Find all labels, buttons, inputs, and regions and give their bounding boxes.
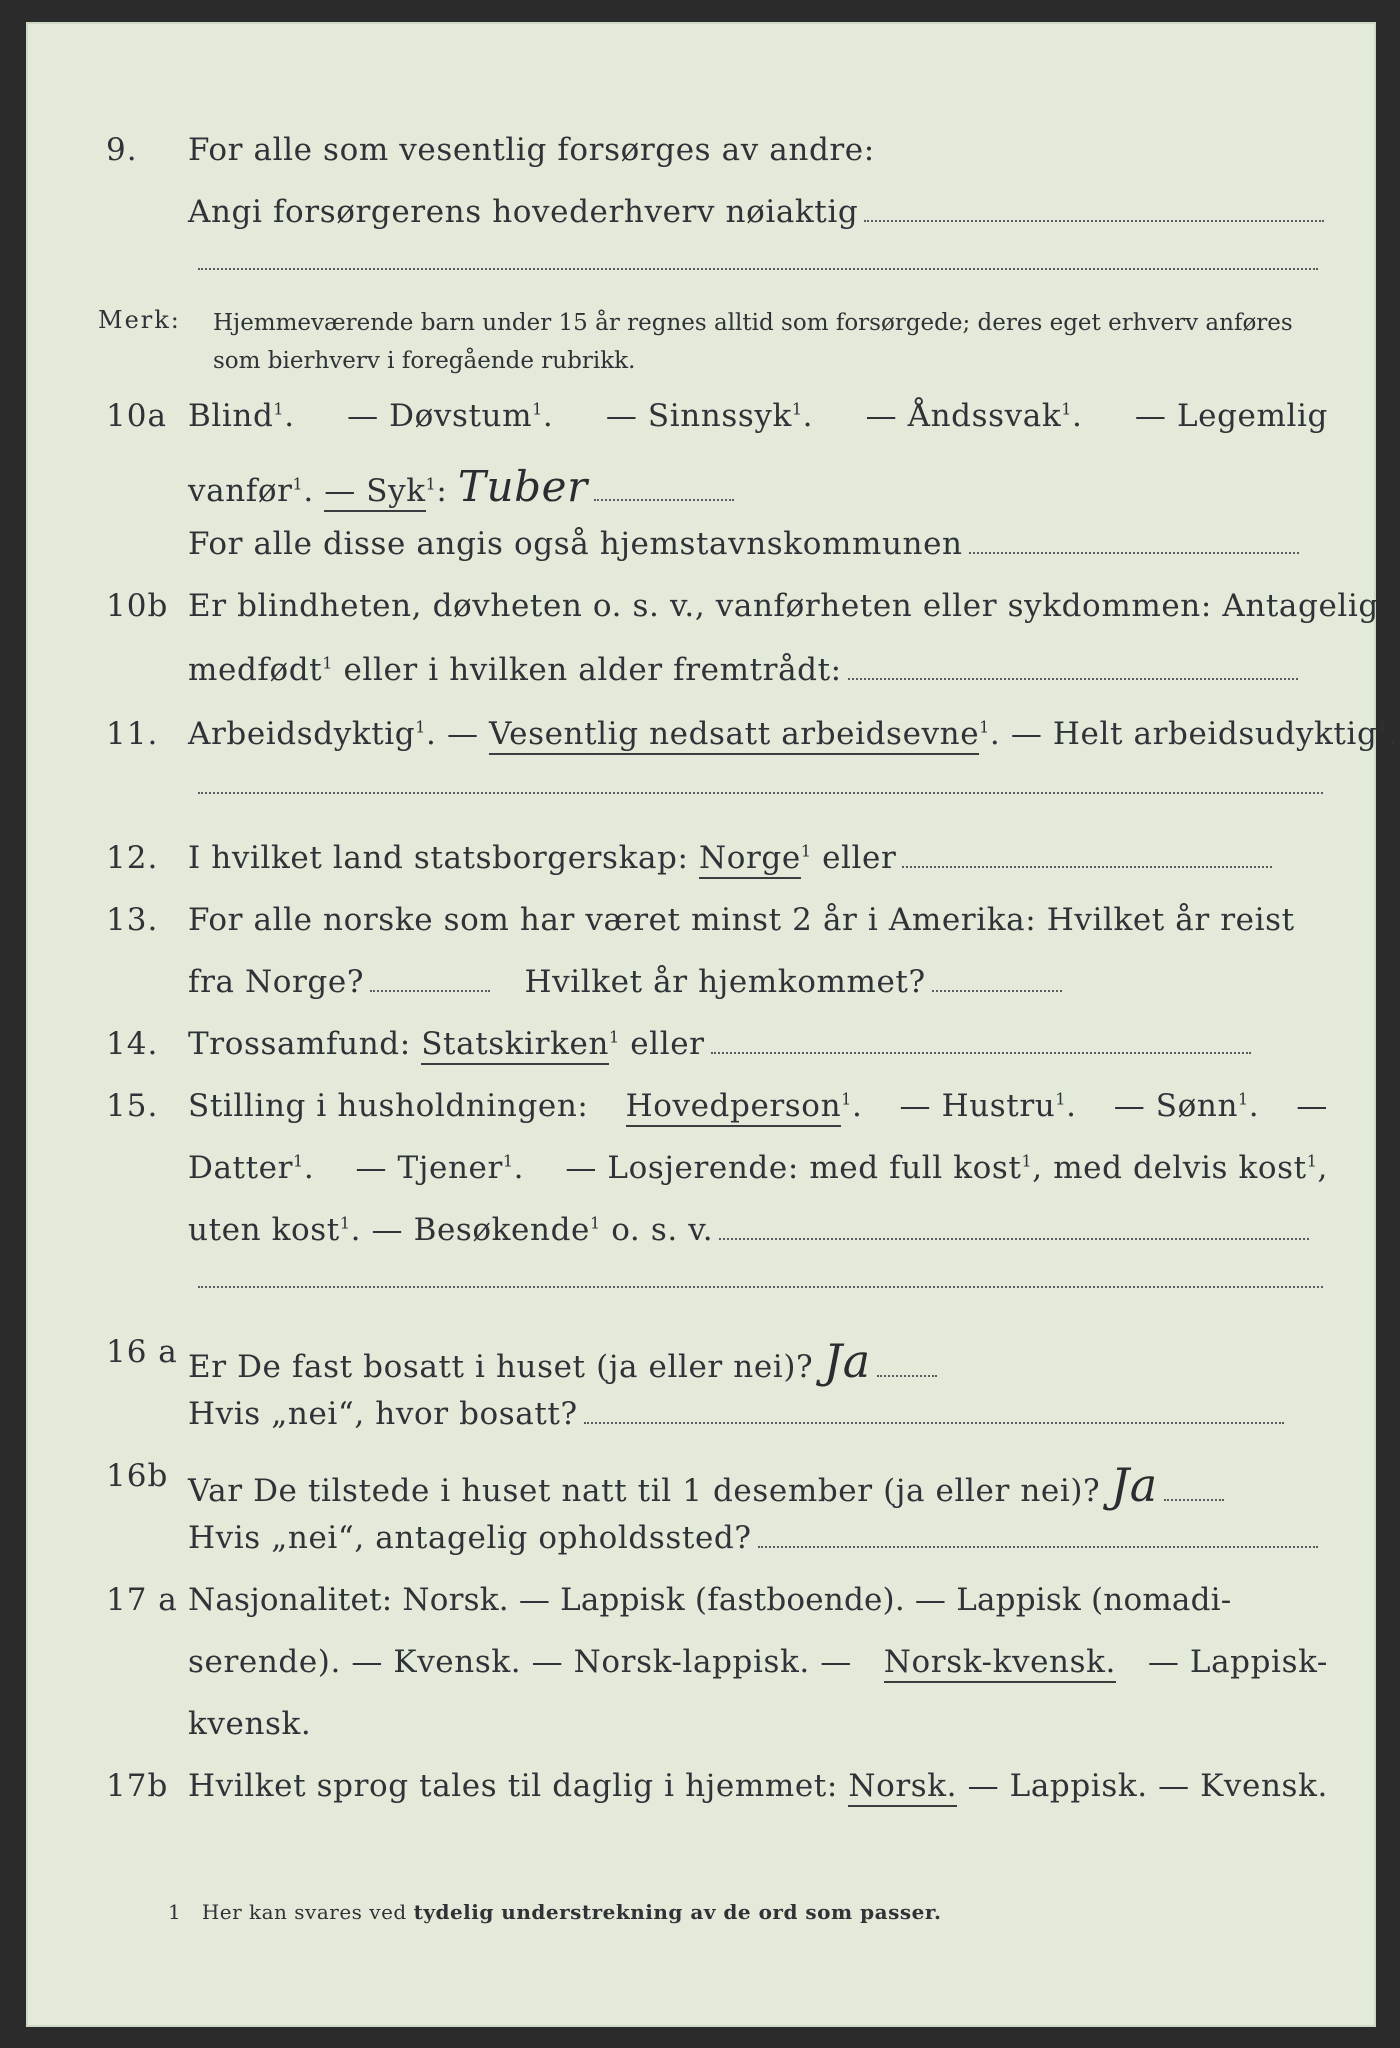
q12-eller: eller [822, 840, 897, 876]
q10a-hjemstavn: For alle disse angis også hjemstavnskommunen [188, 526, 963, 562]
q17a-text: Nasjonalitet: Norsk. — Lappisk (fastboende). — Lappisk (nomadi- [188, 1582, 1232, 1618]
q15-besokende: — Besøkende [371, 1212, 590, 1248]
q10b-row-2: medfødt$^1$ eller i hvilken alder fremtrådt: [28, 644, 1378, 700]
footnote-text-a: Her kan svares ved [201, 1900, 407, 1924]
q17b-text: Hvilket sprog tales til daglig i hjemmet: [188, 1768, 838, 1804]
q10a-row-2: vanfør$^1$. — Syk$^1$: Tuber [28, 454, 1378, 510]
q16b-handwritten-answer: Ja [1110, 1458, 1158, 1512]
q17b-row [28, 1760, 1378, 1816]
q10a-answer-field[interactable] [594, 475, 734, 501]
q9-answer-field[interactable] [864, 196, 1324, 222]
q9-text-2: Angi forsørgerens hovederhverv nøiaktig [188, 194, 859, 230]
q13-hjemkommet-field[interactable] [932, 966, 1062, 992]
q17b-tail: — Lappisk. — Kvensk. [967, 1768, 1328, 1804]
q9-blank-line[interactable] [198, 268, 1318, 270]
q10a-blind: Blind [188, 398, 274, 434]
q16b-number: 16b [106, 1458, 169, 1494]
q15-osv: o. s. v. [611, 1212, 714, 1248]
q16b-opholdssted-field[interactable] [758, 1522, 1318, 1548]
census-form-page [26, 22, 1399, 2027]
q9-number: 9. [106, 132, 138, 168]
merk-row [28, 302, 1378, 382]
q17a-norsk-kvensk-underlined: Norsk-kvensk. [884, 1644, 1116, 1683]
q11-row: 11. Arbeidsdyktig$^1$. — Vesentlig nedsatt arbeidsevne$^1$. — Helt arbeidsudyktig$^1$. [28, 708, 1378, 764]
q17a-row-3 [28, 1698, 1378, 1754]
q10a-syk: — Syk [324, 473, 425, 512]
q15-datter: Datter [188, 1150, 294, 1186]
q11-udyktig: — Helt arbeidsudyktig [1010, 716, 1378, 752]
q16a-row-2 [28, 1388, 1378, 1444]
q14-text: Trossamfund: [188, 1026, 411, 1062]
q16b-text: Var De tilstede i huset natt til 1 desember (ja eller nei)? [188, 1473, 1101, 1509]
q15-hustru: — Hustru [899, 1088, 1056, 1124]
q13-fra-norge: fra Norge? [188, 964, 365, 1000]
q15-row: 15. Stilling i husholdningen: Hovedperson$^1$. — Hustru$^1$. — Sønn$^1$. — [28, 1080, 1378, 1136]
q15-text: Stilling i husholdningen: [188, 1088, 589, 1124]
q10a-number: 10a [106, 398, 167, 434]
footnote-mark: 1 [168, 1900, 182, 1924]
q16a-text-2: Hvis „nei“, hvor bosatt? [188, 1396, 578, 1432]
q14-statskirken-underlined: Statskirken [421, 1026, 609, 1065]
q11-blank-row [28, 770, 1378, 826]
q17a-text-2: serende). — Kvensk. — Norsk-lappisk. — [188, 1644, 852, 1680]
footnote-text-b: tydelig understrekning av de ord som passer. [413, 1900, 942, 1924]
q15-tjener: — Tjener [355, 1150, 503, 1186]
q16b-answer-field[interactable] [1164, 1475, 1224, 1501]
q15-hovedperson-underlined: Hovedperson [626, 1088, 842, 1127]
q16a-text: Er De fast bosatt i huset (ja eller nei)? [188, 1349, 814, 1385]
q15-number: 15. [106, 1088, 159, 1124]
q12-text: I hvilket land statsborgerskap: [188, 840, 689, 876]
q15-sonn: — Sønn [1113, 1088, 1239, 1124]
q10b-medfodt: medfødt [188, 652, 323, 688]
q16b-text-2: Hvis „nei“, antagelig opholdssted? [188, 1520, 752, 1556]
q15-delvis-kost: , med delvis kost [1032, 1150, 1307, 1186]
q9-row-2 [28, 186, 1378, 242]
q16a-handwritten-answer: Ja [823, 1334, 871, 1388]
q10a-andssvak: — Åndssvak [865, 398, 1062, 434]
merk-text: Hjemmeværende barn under 15 år regnes alltid som forsørgede; deres eget erhverv anføres som bierhverv i foregående rubrikk. [213, 310, 1293, 374]
q17a-text-3: kvensk. [188, 1706, 312, 1742]
q17a-row-2 [28, 1636, 1378, 1692]
q16a-answer-field[interactable] [877, 1351, 937, 1377]
q17a-lappisk: — Lappisk- [1147, 1644, 1328, 1680]
q15-answer-field[interactable] [719, 1214, 1309, 1240]
q15-uten-kost: uten kost [188, 1212, 340, 1248]
q12-answer-field[interactable] [902, 842, 1272, 868]
q17a-number: 17 a [106, 1582, 178, 1618]
q16a-number: 16 a [106, 1334, 178, 1370]
q16a-bosatt-field[interactable] [584, 1398, 1284, 1424]
q15-losjerende: — Losjerende: med full kost [565, 1150, 1022, 1186]
q10a-vanfor: vanfør [188, 473, 293, 509]
q10a-row: 10a Blind$^1$. — Døvstum$^1$. — Sinnssyk$^1$. — Åndssvak$^1$. — Legemlig [106, 398, 1328, 434]
q10a-legemlig: — Legemlig [1134, 398, 1328, 434]
merk-label: Merk: [98, 306, 181, 334]
q14-row: 14. Trossamfund: Statskirken$^1$ eller [28, 1018, 1378, 1074]
q13-row [28, 894, 1378, 950]
q15-blank-row [28, 1264, 1378, 1320]
q10b-number: 10b [106, 588, 169, 624]
q13-number: 13. [106, 902, 159, 938]
q10a-hjemstavn-field[interactable] [969, 528, 1299, 554]
q10a-sinnssyk: — Sinnssyk [605, 398, 792, 434]
q10a-row-3 [28, 518, 1378, 574]
q12-norge-underlined: Norge [699, 840, 801, 879]
q13-hjemkommet: Hvilket år hjemkommet? [524, 964, 926, 1000]
q12-row: 12. I hvilket land statsborgerskap: Norge$^1$ eller [28, 832, 1378, 888]
q13-reist-field[interactable] [370, 966, 490, 992]
q9-row [28, 124, 1378, 180]
q14-eller: eller [630, 1026, 705, 1062]
q15-row-3: uten kost$^1$. — Besøkende$^1$ o. s. v. [28, 1204, 1378, 1260]
q16a-row [28, 1326, 1378, 1388]
q15-row-2: Datter$^1$. — Tjener$^1$. — Losjerende: med full kost$^1$, med delvis kost$^1$, [188, 1150, 1328, 1186]
q9-blank-row [28, 246, 1378, 302]
q17b-number: 17b [106, 1768, 169, 1804]
q17a-row [28, 1574, 1378, 1630]
q10b-answer-field[interactable] [848, 654, 1298, 680]
q13-row-2 [28, 956, 1378, 1012]
q16b-row [28, 1450, 1378, 1512]
q10b-text: Er blindheten, døvheten o. s. v., vanførheten eller sykdommen: Antagelig [188, 588, 1379, 624]
q17b-norsk-underlined: Norsk. [848, 1768, 957, 1807]
q11-arbeidsdyktig: Arbeidsdyktig [188, 716, 416, 752]
q9-text: For alle som vesentlig forsørges av andre: [188, 132, 875, 168]
q10a-handwritten-answer: Tuber [457, 462, 588, 511]
q13-text: For alle norske som har været minst 2 år i Amerika: Hvilket år reist [188, 902, 1295, 938]
q14-answer-field[interactable] [711, 1028, 1251, 1054]
q14-number: 14. [106, 1026, 159, 1062]
q10a-dovstum: — Døvstum [347, 398, 533, 434]
q10b-alder: eller i hvilken alder fremtrådt: [343, 652, 842, 688]
q11-nedsatt-underlined: Vesentlig nedsatt arbeidsevne [489, 716, 979, 755]
q15-blank-line[interactable] [198, 1286, 1323, 1288]
q11-blank-line[interactable] [198, 792, 1323, 794]
q16b-row-2 [28, 1512, 1378, 1568]
q12-number: 12. [106, 840, 159, 876]
q10b-row [28, 580, 1378, 636]
footnote [168, 1900, 942, 1924]
q11-number: 11. [106, 716, 159, 752]
